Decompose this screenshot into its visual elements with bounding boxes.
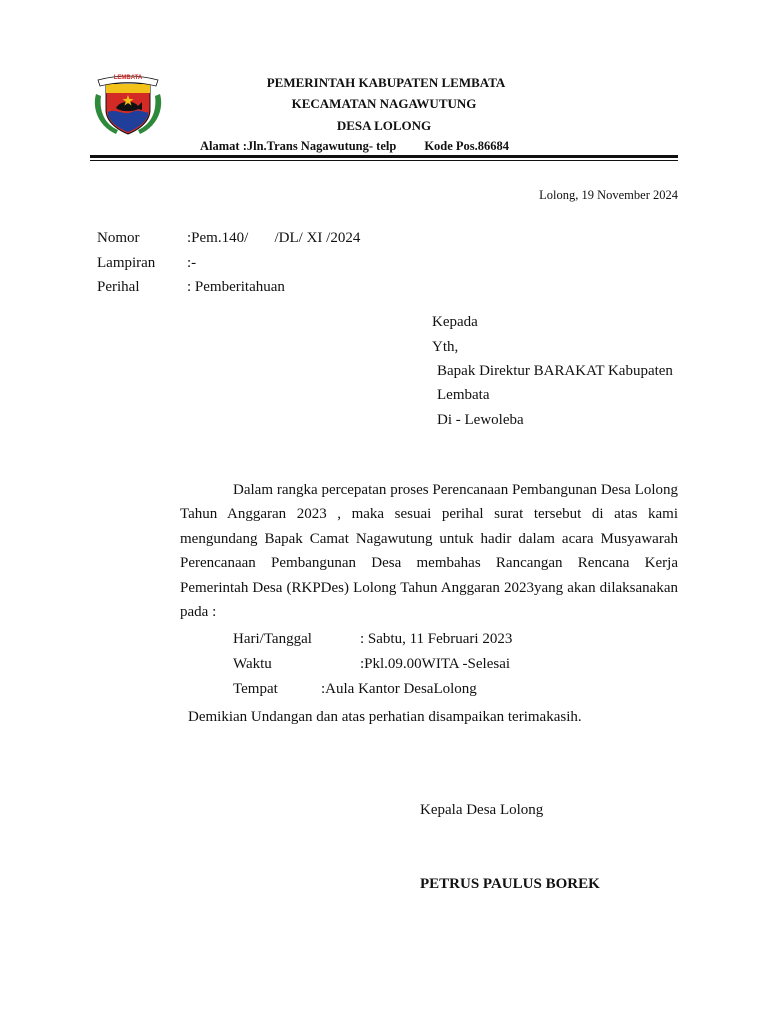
detail-value-date: : Sabtu, 11 Februari 2023	[360, 631, 513, 647]
signature-name: PETRUS PAULUS BOREK	[420, 876, 600, 892]
field-value: :-	[187, 255, 197, 271]
field-value: : Pemberitahuan	[187, 279, 285, 295]
field-label: Nomor	[97, 230, 140, 246]
letterhead-district: KECAMATAN NAGAWUTUNG	[291, 96, 477, 111]
letterhead-postal-code: Kode Pos.86684	[424, 139, 510, 153]
field-nomor	[97, 230, 417, 250]
detail-label-place: Tempat	[233, 681, 278, 697]
letter-closing: Demikian Undangan dan atas perhatian disampaikan terimakasih.	[188, 709, 582, 725]
recipient-kepada: Kepada	[432, 314, 478, 330]
field-label: Perihal	[97, 279, 140, 295]
signature-title: Kepala Desa Lolong	[420, 802, 544, 818]
detail-label-time: Waktu	[233, 656, 272, 672]
field-lampiran	[97, 255, 417, 275]
field-perihal	[97, 279, 417, 299]
logo-banner-text: LEMBATA	[113, 75, 143, 81]
letterhead-government: PEMERINTAH KABUPATEN LEMBATA	[266, 75, 506, 90]
recipient-name: Bapak Direktur BARAKAT Kabupaten	[437, 363, 673, 379]
detail-value-place: :Aula Kantor DesaLolong	[321, 681, 477, 697]
letterhead-rule-thin	[90, 160, 678, 161]
letter-body: Dalam rangka percepatan proses Perencanaan Pembangunan Desa Lolong Tahun Anggaran 2023 , maka sesuai perihal surat tersebut di atas kami mengundang Bapak Camat Nagawutung untuk hadir dalam acara Musyawarah Perencanaan Pembangunan Desa membahas Rancangan Rencana Kerja Pemerintah Desa (RKPDes) Lolong Tahun Anggaran 2023yang akan dilaksanakan pada :	[180, 482, 678, 621]
letterhead-rule-thick	[90, 155, 678, 158]
recipient-location: Di - Lewoleba	[437, 412, 524, 428]
letterhead-village: DESA LOLONG	[336, 118, 432, 133]
letter-date: Lolong, 19 November 2024	[539, 188, 678, 202]
field-value: :Pem.140/ /DL/ XI /2024	[187, 230, 361, 246]
letterhead-address-line	[200, 139, 509, 154]
letterhead-address: Alamat :Jln.Trans Nagawutung- telp	[200, 139, 397, 153]
detail-label-date: Hari/Tanggal	[233, 631, 312, 647]
field-label: Lampiran	[97, 255, 156, 271]
recipient-yth: Yth,	[432, 339, 459, 355]
detail-value-time: :Pkl.09.00WITA -Selesai	[360, 656, 511, 672]
recipient-region: Lembata	[437, 387, 490, 403]
